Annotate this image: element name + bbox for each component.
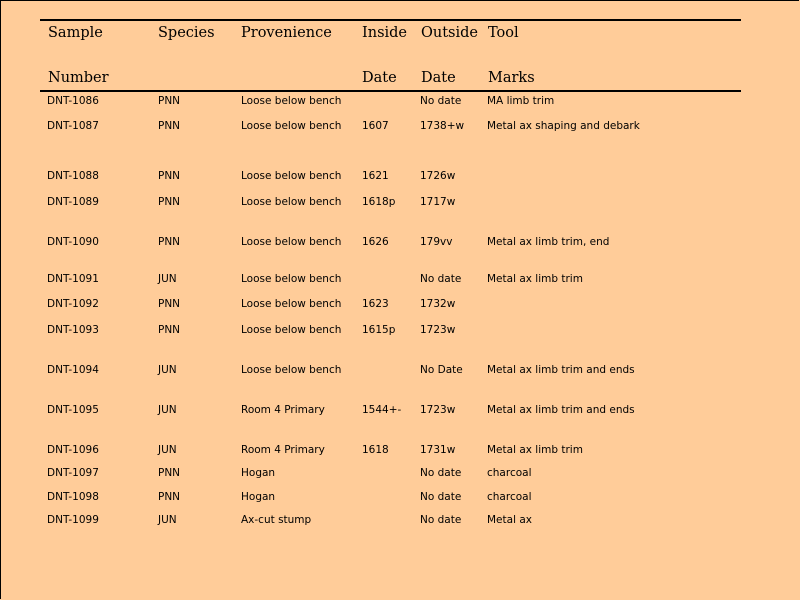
header-sample-number-line1: Sample [48,25,103,41]
cell-inside-date: 1621 [362,170,389,182]
cell-tool-marks: MA limb trim [487,95,555,107]
cell-sample-id: DNT-1092 [47,298,99,310]
cell-provenience: Loose below bench [241,236,342,248]
cell-outside-date: 1723w [420,324,456,336]
cell-sample-id: DNT-1093 [47,324,99,336]
cell-provenience: Loose below bench [241,364,342,376]
cell-species: PNN [158,324,181,336]
cell-tool-marks: Metal ax limb trim and ends [487,364,635,376]
cell-tool-marks: Metal ax shaping and debark [487,120,640,132]
cell-sample-id: DNT-1098 [47,491,99,503]
cell-provenience: Loose below bench [241,95,342,107]
cell-sample-id: DNT-1096 [47,444,99,456]
cell-sample-id: DNT-1099 [47,514,99,526]
cell-provenience: Hogan [241,491,276,503]
cell-outside-date: No date [420,491,462,503]
cell-tool-marks: Metal ax limb trim, end [487,236,610,248]
cell-provenience: Loose below bench [241,273,342,285]
cell-species: JUN [158,273,177,285]
cell-sample-id: DNT-1091 [47,273,99,285]
cell-outside-date: 1731w [420,444,456,456]
cell-provenience: Loose below bench [241,298,342,310]
cell-inside-date: 1623 [362,298,389,310]
cell-species: PNN [158,120,181,132]
cell-tool-marks: Metal ax limb trim and ends [487,404,635,416]
cell-species: PNN [158,491,181,503]
cell-provenience: Loose below bench [241,324,342,336]
cell-tool-marks: charcoal [487,467,532,479]
cell-outside-date: No date [420,95,462,107]
cell-sample-id: DNT-1094 [47,364,99,376]
cell-sample-id: DNT-1097 [47,467,99,479]
cell-species: JUN [158,364,177,376]
cell-sample-id: DNT-1090 [47,236,99,248]
cell-outside-date: No date [420,467,462,479]
cell-inside-date: 1615p [362,324,396,336]
table-top-rule [40,19,741,21]
cell-outside-date: No date [420,514,462,526]
cell-outside-date: No Date [420,364,463,376]
cell-tool-marks: Metal ax [487,514,532,526]
cell-species: JUN [158,444,177,456]
cell-species: JUN [158,514,177,526]
cell-tool-marks: Metal ax limb trim [487,273,583,285]
cell-provenience: Loose below bench [241,196,342,208]
cell-inside-date: 1607 [362,120,389,132]
cell-sample-id: DNT-1089 [47,196,99,208]
table-header-rule [40,90,741,92]
cell-outside-date: 1738+w [420,120,465,132]
cell-outside-date: 1717w [420,196,456,208]
header-inside-date-line1: Inside [362,25,408,41]
cell-provenience: Loose below bench [241,120,342,132]
cell-species: PNN [158,95,181,107]
header-sample-number-line2: Number [48,70,109,86]
cell-inside-date: 1544+- [362,404,402,416]
cell-provenience: Loose below bench [241,170,342,182]
header-tool-marks-line2: Marks [488,70,535,86]
cell-provenience: Room 4 Primary [241,404,325,416]
cell-species: PNN [158,298,181,310]
cell-inside-date: 1626 [362,236,389,248]
cell-sample-id: DNT-1088 [47,170,99,182]
cell-outside-date: 1732w [420,298,456,310]
cell-species: PNN [158,170,181,182]
cell-outside-date: No date [420,273,462,285]
cell-species: JUN [158,404,177,416]
cell-species: PNN [158,467,181,479]
cell-inside-date: 1618p [362,196,396,208]
header-inside-date-line2: Date [362,70,397,86]
header-tool-marks-line1: Tool [488,25,519,41]
cell-inside-date: 1618 [362,444,389,456]
cell-outside-date: 1723w [420,404,456,416]
cell-sample-id: DNT-1087 [47,120,99,132]
cell-provenience: Room 4 Primary [241,444,325,456]
cell-species: PNN [158,196,181,208]
cell-outside-date: 1726w [420,170,456,182]
header-provenience-line1: Provenience [241,25,332,41]
cell-provenience: Ax-cut stump [241,514,312,526]
header-outside-date-line1: Outside [421,25,478,41]
cell-tool-marks: charcoal [487,491,532,503]
cell-sample-id: DNT-1095 [47,404,99,416]
cell-provenience: Hogan [241,467,276,479]
cell-sample-id: DNT-1086 [47,95,99,107]
header-species-line1: Species [158,25,215,41]
cell-outside-date: 179vv [420,236,453,248]
cell-tool-marks: Metal ax limb trim [487,444,583,456]
header-outside-date-line2: Date [421,70,456,86]
cell-species: PNN [158,236,181,248]
